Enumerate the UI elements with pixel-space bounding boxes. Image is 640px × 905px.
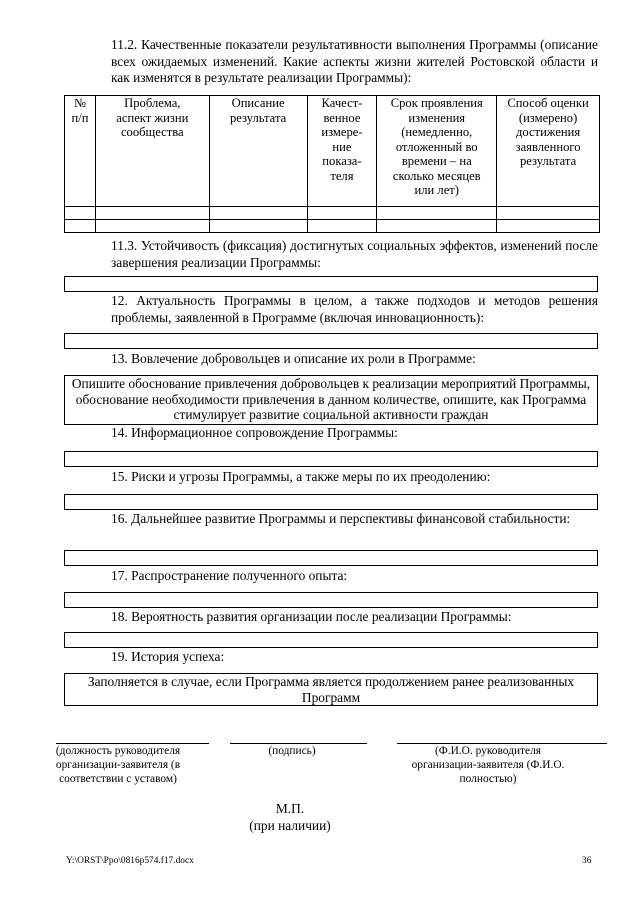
section-14-field[interactable]: [64, 451, 598, 467]
section-14-heading: 14. Информационное сопровождение Программы:: [111, 425, 398, 440]
section-18-heading: 18. Вероятность развития организации после реализации Программы:: [111, 609, 512, 624]
name-caption: (Ф.И.О. руководителя организации-заявителя (Ф.И.О. полностью): [411, 745, 565, 785]
section-12-field[interactable]: [64, 333, 598, 349]
success-story-hint-box[interactable]: Заполняется в случае, если Программа является продолжением ранее реализованных Программ: [64, 673, 598, 706]
section-12-heading: 12. Актуальность Программы в целом, а также подходов и методов решения проблемы, заявленной в Программе (включая инновационность):: [111, 293, 598, 325]
file-path: Y:\ORST\Ppo\0816p574.f17.docx: [66, 856, 194, 866]
volunteers-hint-box[interactable]: Опишите обоснование привлечения добровольцев к реализации мероприятий Программы, обоснование необходимости привлечения в данном количестве, опишите, как Программа стимулирует развитие социальной активности граждан: [64, 375, 598, 425]
section-15-field[interactable]: [64, 494, 598, 510]
page-number: 36: [582, 856, 592, 866]
section-11-3-field[interactable]: [64, 276, 598, 292]
section-19-heading: 19. История успеха:: [111, 649, 225, 664]
section-11-3-heading: 11.3. Устойчивость (фиксация) достигнутых социальных эффектов, изменений после завершения реализации Программы:: [111, 238, 598, 270]
col-quality-header: Качест- венное измере- ние показа- теля: [307, 96, 377, 207]
table-header-row: [65, 96, 600, 207]
stamp-label: М.П. (при наличии): [249, 801, 331, 833]
section-13-heading: 13. Вовлечение добровольцев и описание их роли в Программе:: [111, 351, 476, 366]
signature-caption: (подпись): [268, 745, 316, 757]
section-15-heading: 15. Риски и угрозы Программы, а также меры по их преодолению:: [111, 469, 491, 484]
section-17-heading: 17. Распространение полученного опыта:: [111, 568, 348, 583]
section-16-heading: 16. Дальнейшее развитие Программы и перспективы финансовой стабильности:: [111, 511, 571, 526]
section-16-field[interactable]: [64, 550, 598, 566]
col-number-header: № п/п: [65, 96, 96, 207]
position-caption: (должность руководителя организации-заявителя (в соответствии с уставом): [55, 745, 181, 785]
table-row[interactable]: [65, 207, 600, 220]
results-table: [64, 95, 600, 233]
table-row[interactable]: [65, 220, 600, 233]
col-method-header: Способ оценки (измерено) достижения заявленного результата: [497, 96, 600, 207]
col-problem-header: Проблема, аспект жизни сообщества: [95, 96, 209, 207]
col-term-header: Срок проявления изменения (немедленно, отложенный во времени – на сколько месяцев или лет): [377, 96, 497, 207]
section-17-field[interactable]: [64, 592, 598, 608]
section-11-2-heading: 11.2. Качественные показатели результативности выполнения Программы (описание всех ожидаемых изменений. Какие аспекты жизни жителей Ростовской области и как изменятся в результате реализации Программы):: [111, 37, 598, 85]
section-18-field[interactable]: [64, 632, 598, 648]
col-description-header: Описание результата: [209, 96, 307, 207]
